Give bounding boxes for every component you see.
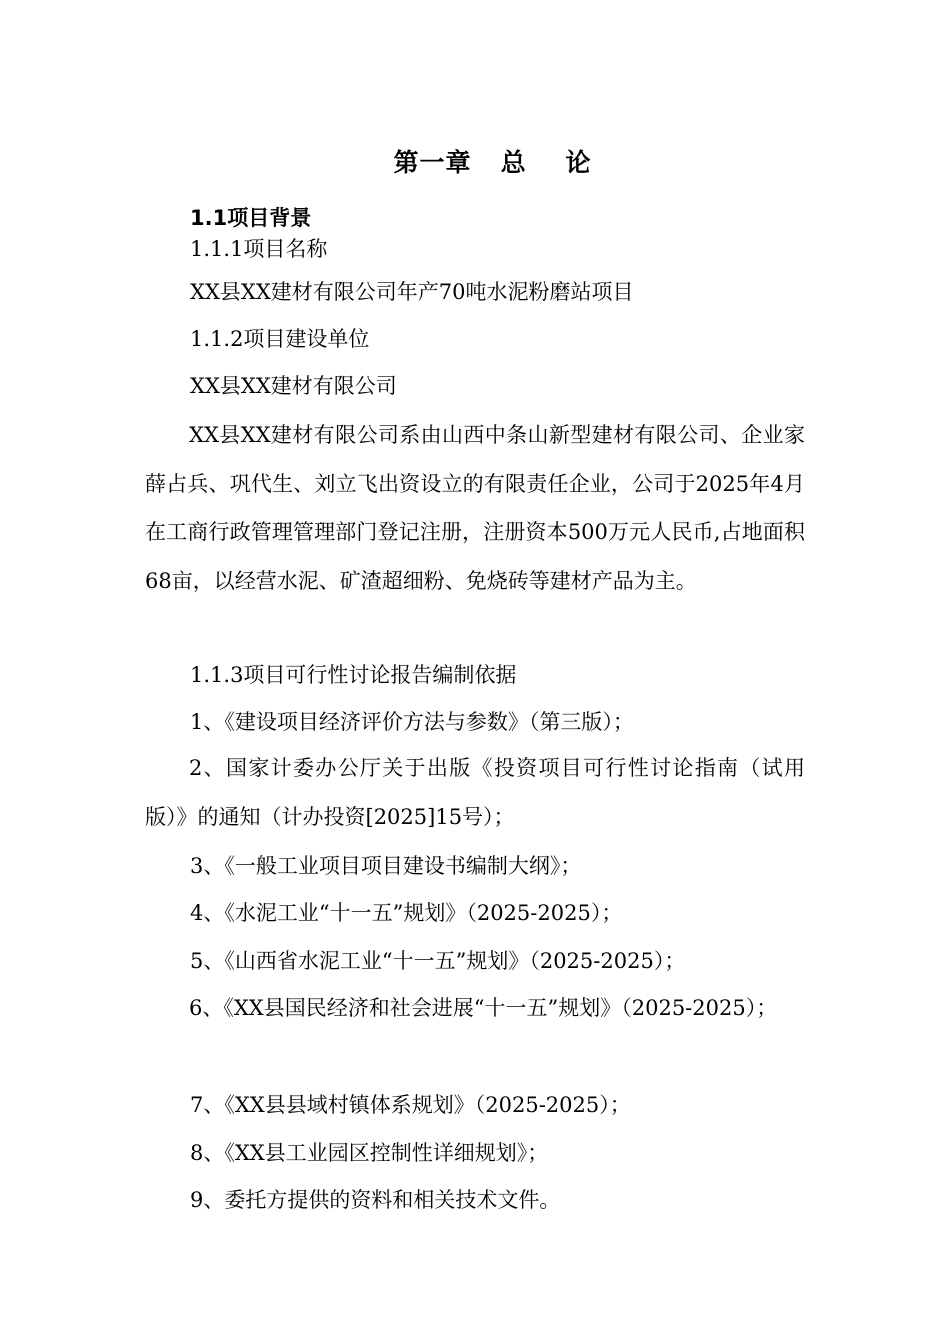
project-name: XX县XX建材有限公司年产70吨水泥粉磨站项目 bbox=[190, 280, 634, 304]
company-description: XX县XX建材有限公司系由山西中条山新型建材有限公司、企业家薛占兵、巩代生、刘立飞出资设立的有限责任企业，公司于2025年4月在工商行政管理管理部门登记注册，注册资本500万元人民币,占地面积68亩，以经营水泥、矿渣超细粉、免烧砖等建材产品为主。 bbox=[145, 423, 805, 593]
basis-item: 6、《XX县国民经济和社会进展“十一五”规划》（2025-2025）； bbox=[189, 996, 778, 1020]
section-heading-1-1-3: 1.1.3项目可行性讨论报告编制依据 bbox=[190, 663, 517, 687]
section-heading-1-1: 1.1项目背景 bbox=[190, 206, 312, 230]
basis-item: 2、国家计委办公厅关于出版《投资项目可行性讨论指南（试用版）》的通知（计办投资[2025]15号）； bbox=[145, 756, 805, 829]
basis-item: 3、《一般工业项目项目建设书编制大纲》； bbox=[190, 854, 582, 878]
basis-item: 9、委托方提供的资料和相关技术文件。 bbox=[190, 1188, 561, 1212]
section-heading-1-1-2: 1.1.2项目建设单位 bbox=[190, 327, 370, 351]
chapter-title: 第一章 总 论 bbox=[393, 148, 592, 177]
section-heading-1-1-1: 1.1.1项目名称 bbox=[190, 237, 328, 261]
basis-item: 5、《山西省水泥工业“十一五”规划》（2025-2025）； bbox=[190, 949, 686, 973]
basis-item: 7、《XX县县域村镇体系规划》（2025-2025）； bbox=[190, 1093, 631, 1117]
basis-item: 4、《水泥工业“十一五”规划》（2025-2025）； bbox=[190, 901, 623, 925]
basis-item: 8、《XX县工业园区控制性详细规划》； bbox=[190, 1141, 549, 1165]
construction-unit: XX县XX建材有限公司 bbox=[190, 374, 397, 398]
basis-item: 1、《建设项目经济评价方法与参数》（第三版）； bbox=[190, 710, 634, 734]
